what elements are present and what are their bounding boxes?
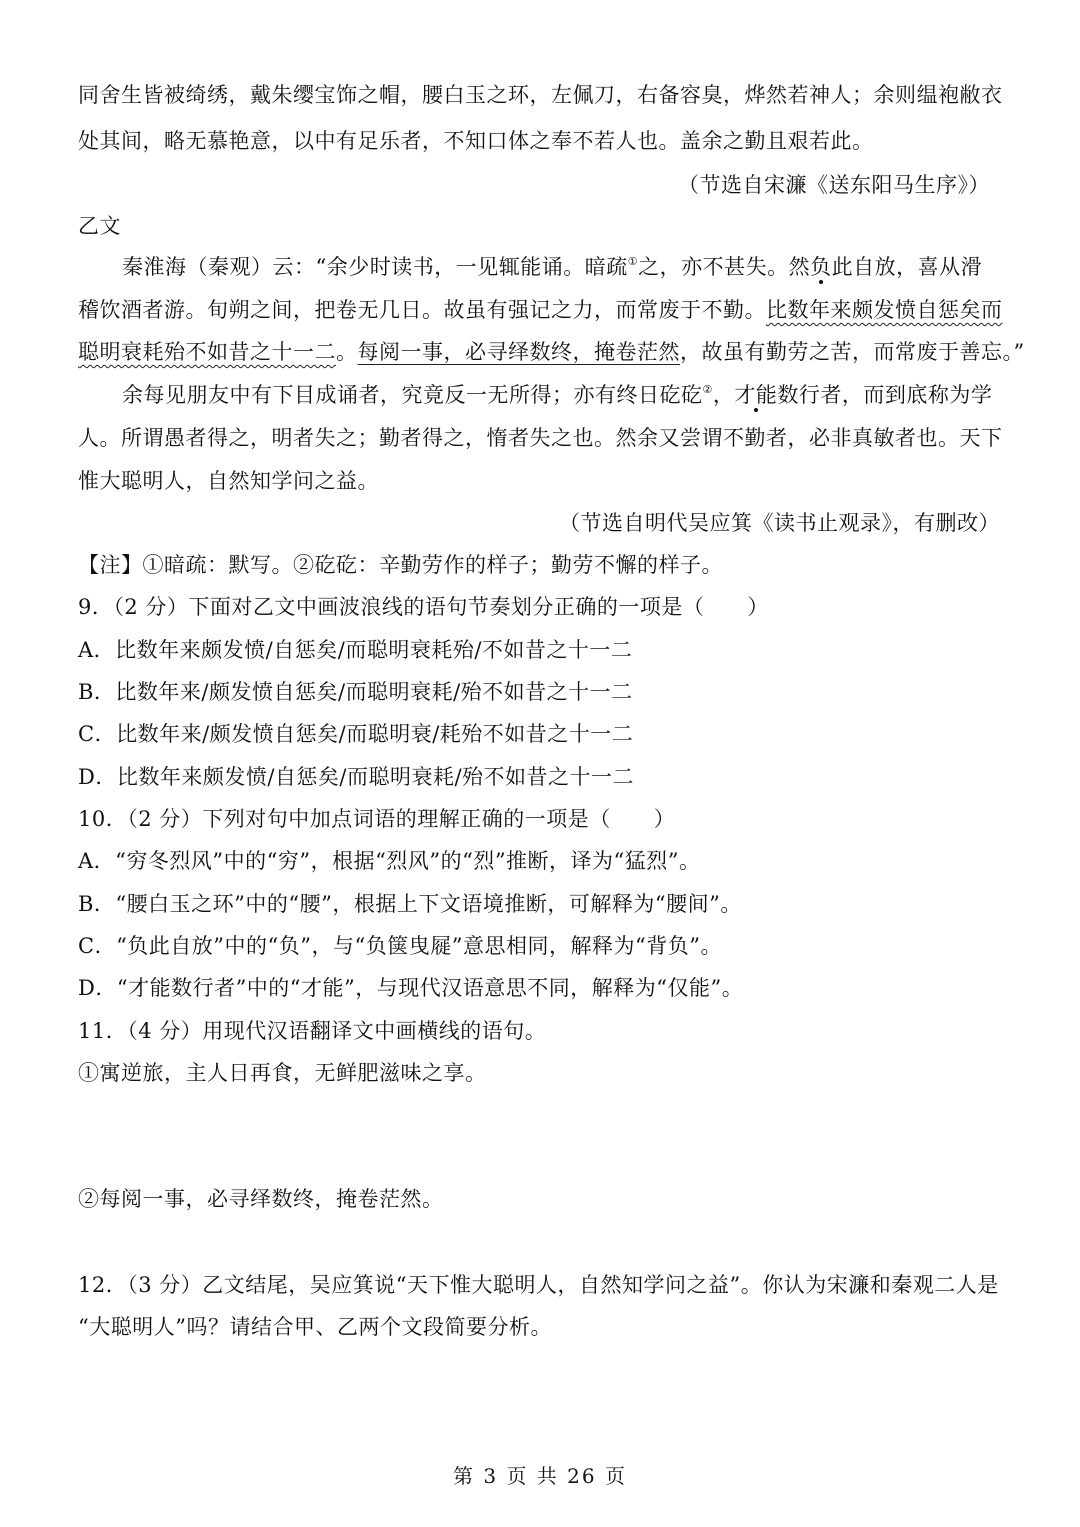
yi-p2-line-1: [122, 382, 992, 408]
q9-option-c: C．比数年来/颇发愤自惩矣/而聪明衰/耗殆不如昔之十一二: [78, 722, 634, 746]
yi-p1-text: 此自放，喜从滑: [831, 255, 983, 279]
q9-stem: 9．（2 分）下面对乙文中画波浪线的语句节奏划分正确的一项是（ ）: [78, 595, 769, 619]
wavy-underlined-sentence: 比数年来颇发愤自惩矣而: [766, 298, 1003, 322]
q10-stem: 10．（2 分）下列对句中加点词语的理解正确的一项是（ ）: [78, 807, 676, 831]
yi-p1-text: ，故虽有勤劳之苦，而常废于善忘。”: [680, 340, 1025, 364]
yi-p2-text: 余每见朋友中有下目成诵者，究竟反一无所得；亦有终日矻矻: [122, 383, 703, 407]
note-1-marker: ①: [627, 255, 639, 268]
yi-p1-text: 之，亦不甚失。然: [638, 255, 811, 279]
yi-p1-text: 稽饮酒者游。旬朔之间，把卷无几日。故虽有强记之力，而常废于不勤。: [78, 298, 766, 322]
q10-option-a: A．“穷冬烈风”中的“穷”，根据“烈风”的“烈”推断，译为“猛烈”。: [78, 849, 701, 873]
yi-p2-text: 数行者，而到底称为学: [777, 383, 993, 407]
jia-text-line-1: 同舍生皆被绮绣，戴朱缨宝饰之帽，腰白玉之环，左佩刀，右备容臭，烨然若神人；余则缊袍敝衣: [78, 83, 1003, 107]
yi-p2-line-3: 惟大聪明人，自然知学问之益。: [78, 469, 379, 493]
yi-p1-line-2: [78, 297, 1003, 323]
q11-item-1: ①寓逆旅，主人日再食，无鲜肥滋味之享。: [78, 1061, 487, 1085]
yi-source: （节选自明代吴应箕《读书止观录》，有删改）: [559, 511, 1000, 535]
yi-p1-text: 秦淮海（秦观）云：“余少时读书，一见辄能诵。暗疏: [122, 255, 628, 279]
wavy-underlined-sentence-cont: 聪明衰耗殆不如昔之十一二: [78, 340, 336, 364]
yi-p1-line-1: [122, 254, 982, 280]
q10-option-d: D．“才能数行者”中的“才能”，与现代汉语意思不同，解释为“仅能”。: [78, 976, 744, 1000]
q9-option-b: B．比数年来/颇发愤自惩矣/而聪明衰耗/殆不如昔之十一二: [78, 680, 633, 704]
dotted-word-fu: 负: [810, 255, 832, 279]
q11-item-2: ②每阅一事，必寻绎数终，掩卷茫然。: [78, 1187, 444, 1211]
yi-p2-text: ，: [712, 383, 735, 407]
jia-source: （节选自宋濂《送东阳马生序》）: [678, 173, 990, 197]
q9-option-d: D．比数年来颇发愤/自惩矣/而聪明衰耗/殆不如昔之十一二: [78, 765, 635, 789]
page-number: 第 3 页 共 26 页: [453, 1464, 627, 1488]
yi-p1-line-3: [78, 339, 1025, 365]
jia-text-line-2: 处其间，略无慕艳意，以中有足乐者，不知口体之奉不若人也。盖余之勤且艰若此。: [78, 129, 874, 153]
annotation-notes: 【注】①暗疏：默写。②矻矻：辛勤劳作的样子；勤劳不懈的样子。: [78, 553, 723, 577]
q12-line-1: 12．（3 分）乙文结尾，吴应箕说“天下惟大聪明人，自然知学问之益”。你认为宋濂和秦观二人是: [78, 1273, 999, 1297]
yi-p2-line-2: 人。所谓愚者得之，明者失之；勤者得之，惰者失之也。然余又尝谓不勤者，必非真敏者也。天下: [78, 426, 1003, 450]
q10-option-b: B．“腰白玉之环”中的“腰”，根据上下文语境推断，可解释为“腰间”。: [78, 892, 742, 916]
yi-p1-text: 。: [336, 340, 358, 364]
q10-option-c: C．“负此自放”中的“负”，与“负箧曳屣”意思相同，解释为“背负”。: [78, 934, 722, 958]
yi-heading: 乙文: [78, 214, 121, 238]
straight-underlined-sentence: 每阅一事，必寻绎数终，掩卷茫然: [357, 340, 680, 364]
q9-option-a: A．比数年来颇发愤/自惩矣/而聪明衰耗殆/不如昔之十一二: [78, 638, 633, 662]
dotted-word-caineng: 才能: [734, 383, 778, 407]
q12-line-2: “大聪明人”吗？请结合甲、乙两个文段简要分析。: [78, 1315, 552, 1339]
note-2-marker: ②: [702, 383, 713, 396]
q11-stem: 11．（4 分）用现代汉语翻译文中画横线的语句。: [78, 1019, 547, 1043]
